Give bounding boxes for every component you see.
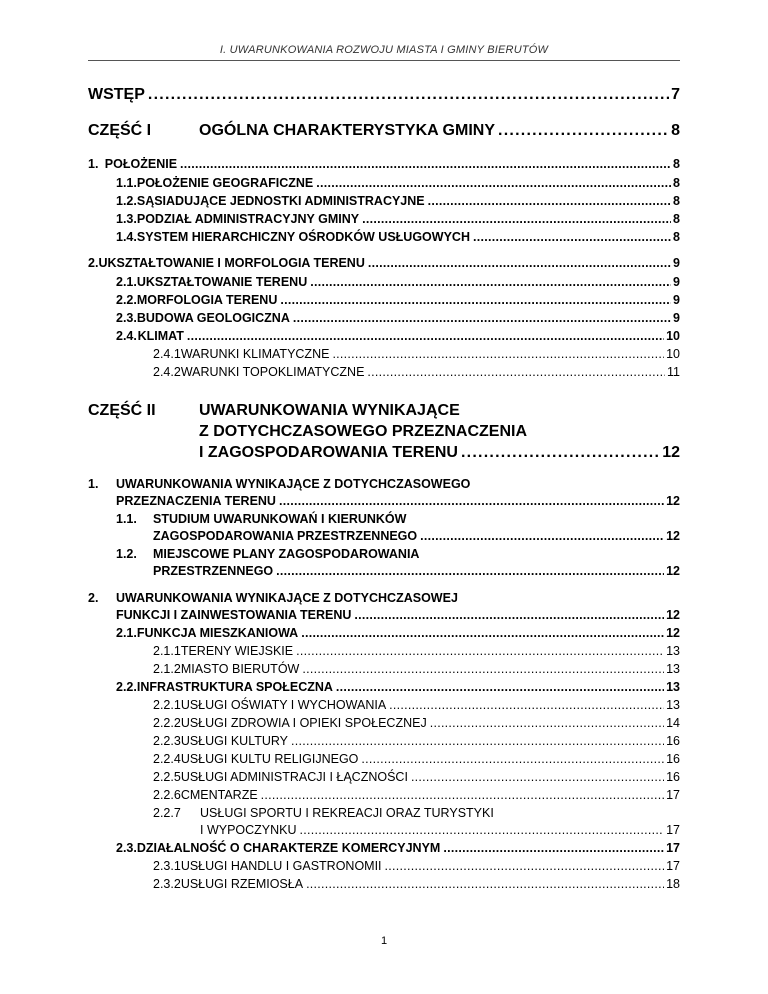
toc-entry-subsection[interactable] — [153, 529, 680, 543]
toc-title: SĄSIADUJĄCE JEDNOSTKI ADMINISTRACYJNE — [136, 194, 425, 208]
toc-number: 2.2.2 — [153, 716, 181, 730]
toc-entry-subsubsection[interactable] — [153, 662, 680, 676]
toc-leader — [261, 788, 664, 802]
toc-number: 2.2.7 — [153, 806, 181, 820]
toc-title: USŁUGI ADMINISTRACJI I ŁĄCZNOŚCI — [180, 770, 408, 784]
toc-title: DZIAŁALNOŚĆ O CHARAKTERZE KOMERCYJNYM — [136, 841, 441, 855]
toc-page: 16 — [666, 734, 680, 748]
toc-number: 2.2.5 — [153, 770, 181, 784]
toc-entry-subsection[interactable] — [116, 212, 680, 226]
toc-page: 11 — [667, 365, 680, 379]
toc-leader — [300, 823, 665, 837]
toc-page: 12 — [666, 564, 680, 578]
toc-entry-subsubsection[interactable] — [153, 788, 680, 802]
toc-leader — [362, 212, 671, 226]
toc-title: SYSTEM HIERARCHICZNY OŚRODKÓW USŁUGOWYCH — [136, 230, 470, 244]
toc-title: USŁUGI HANDLU I GASTRONOMII — [180, 859, 382, 873]
toc-leader — [302, 662, 664, 676]
toc-page: 8 — [673, 194, 680, 208]
toc-title: ZAGOSPODAROWANIA PRZESTRZENNEGO — [153, 529, 418, 543]
toc-entry-subsubsection[interactable] — [153, 859, 680, 873]
toc-entry-subsection[interactable] — [116, 194, 680, 208]
toc-entry-line — [153, 806, 494, 820]
toc-entry-subsubsection[interactable] — [153, 734, 680, 748]
toc-page: 10 — [666, 329, 680, 343]
toc-entry-subsection[interactable] — [116, 311, 680, 325]
toc-leader — [354, 608, 664, 622]
toc-entry-section[interactable] — [116, 608, 680, 622]
toc-entry-subsection[interactable] — [116, 329, 680, 343]
toc-number: 1.2. — [116, 547, 137, 561]
toc-number: 2.1. — [116, 626, 137, 640]
toc-entry-wstep[interactable] — [88, 86, 680, 104]
toc-entry-subsection[interactable] — [116, 176, 680, 190]
part-label: CZĘŚĆ I — [88, 122, 152, 139]
toc-leader — [187, 329, 664, 343]
toc-number: 2.2.3 — [153, 734, 181, 748]
toc-entry-subsection[interactable] — [116, 230, 680, 244]
toc-title: KLIMAT — [137, 329, 184, 343]
part-2-label: CZĘŚĆ II — [88, 402, 156, 419]
toc-title: INFRASTRUKTURA SPOŁECZNA — [136, 680, 333, 694]
toc-page: 12 — [666, 608, 680, 622]
toc-leader — [279, 494, 664, 508]
toc-number: 1. — [88, 157, 99, 171]
toc-entry-subsubsection[interactable] — [153, 644, 680, 658]
toc-page: 18 — [666, 877, 680, 891]
toc-title: WSTĘP — [88, 86, 145, 103]
toc-entry-line — [88, 477, 470, 491]
toc-page: 16 — [666, 752, 680, 766]
toc-entry-subsubsection[interactable] — [153, 347, 680, 361]
toc-title: USŁUGI OŚWIATY I WYCHOWANIA — [180, 698, 387, 712]
toc-number: 2. — [88, 256, 99, 270]
toc-entry-section[interactable] — [116, 494, 680, 508]
toc-title: UWARUNKOWANIA WYNIKAJĄCE Z DOTYCHCZASOWEJ — [116, 591, 458, 605]
toc-page: 8 — [671, 122, 680, 139]
toc-page: 13 — [666, 698, 680, 712]
running-header: I. UWARUNKOWANIA ROZWOJU MIASTA I GMINY BIERUTÓW — [219, 44, 549, 56]
toc-title: MIEJSCOWE PLANY ZAGOSPODAROWANIA — [153, 547, 420, 561]
toc-page: 16 — [666, 770, 680, 784]
toc-leader — [498, 122, 669, 140]
toc-leader — [420, 529, 664, 543]
toc-page: 8 — [673, 157, 680, 171]
toc-title: STUDIUM UWARUNKOWAŃ I KIERUNKÓW — [153, 512, 407, 526]
toc-leader — [291, 734, 664, 748]
toc-number: 2.3. — [116, 841, 137, 855]
toc-number: 1. — [88, 477, 99, 491]
toc-page: 12 — [666, 626, 680, 640]
toc-leader — [385, 859, 665, 873]
toc-entry-subsubsection[interactable] — [153, 716, 680, 730]
toc-leader — [148, 86, 669, 104]
part-2-title-line-1: UWARUNKOWANIA WYNIKAJĄCE — [199, 402, 460, 419]
toc-number: 2.2. — [116, 680, 137, 694]
toc-leader — [310, 275, 671, 289]
toc-number: 2.2. — [116, 293, 137, 307]
toc-leader — [430, 716, 664, 730]
toc-title: FUNKCJA MIESZKANIOWA — [136, 626, 299, 640]
toc-title: PODZIAŁ ADMINISTRACYJNY GMINY — [136, 212, 360, 226]
toc-page: 12 — [666, 529, 680, 543]
toc-page: 17 — [666, 788, 680, 802]
toc-page: 9 — [673, 311, 680, 325]
toc-title: FUNKCJI I ZAINWESTOWANIA TERENU — [116, 608, 352, 622]
toc-leader — [301, 626, 664, 640]
toc-entry-subsection[interactable] — [116, 626, 680, 640]
toc-entry-line — [116, 512, 406, 526]
toc-title: WARUNKI KLIMATYCZNE — [180, 347, 330, 361]
toc-page: 9 — [673, 293, 680, 307]
toc-entry-section[interactable] — [88, 157, 680, 171]
toc-title: UWARUNKOWANIA WYNIKAJĄCE Z DOTYCHCZASOWEGO — [116, 477, 471, 491]
toc-number: 2.3. — [116, 311, 137, 325]
toc-leader — [389, 698, 664, 712]
toc-leader — [296, 644, 664, 658]
part-2-title-line-2: Z DOTYCHCZASOWEGO PRZEZNACZENIA — [199, 423, 527, 440]
toc-leader — [316, 176, 671, 190]
toc-number: 2.3.2 — [153, 877, 181, 891]
toc-page: 14 — [666, 716, 680, 730]
toc-leader — [280, 293, 671, 307]
toc-leader — [367, 365, 665, 379]
toc-page: 17 — [666, 823, 680, 837]
toc-number: 1.4. — [116, 230, 137, 244]
toc-page: 9 — [673, 275, 680, 289]
toc-leader — [332, 347, 664, 361]
toc-leader — [276, 564, 664, 578]
toc-page: 7 — [671, 86, 680, 103]
toc-entry-subsubsection[interactable] — [153, 770, 680, 784]
toc-entry-subsection[interactable] — [116, 680, 680, 694]
toc-page: 8 — [673, 176, 680, 190]
toc-page: 12 — [662, 444, 680, 461]
toc-number: 2.2.1 — [153, 698, 181, 712]
toc-title: OGÓLNA CHARAKTERYSTYKA GMINY — [199, 122, 495, 139]
toc-title: CMENTARZE — [180, 788, 258, 802]
toc-page: 12 — [666, 494, 680, 508]
toc-entry-line — [116, 547, 419, 561]
toc-title: PRZEZNACZENIA TERENU — [116, 494, 276, 508]
toc-entry-section[interactable] — [88, 256, 680, 270]
toc-leader — [411, 770, 664, 784]
toc-title: MIASTO BIERUTÓW — [180, 662, 300, 676]
toc-number: 2.4. — [116, 329, 137, 343]
toc-entry-subsubsection[interactable] — [153, 877, 680, 891]
toc-page: 8 — [673, 230, 680, 244]
toc-title: WARUNKI TOPOKLIMATYCZNE — [180, 365, 365, 379]
toc-leader — [336, 680, 664, 694]
toc-number: 1.3. — [116, 212, 137, 226]
toc-leader — [306, 877, 664, 891]
toc-page: 8 — [673, 212, 680, 226]
toc-title: BUDOWA GEOLOGICZNA — [136, 311, 290, 325]
toc-title: USŁUGI KULTU RELIGIJNEGO — [180, 752, 359, 766]
toc-number: 2.2.4 — [153, 752, 181, 766]
page-number: 1 — [380, 935, 388, 947]
toc-leader — [368, 256, 671, 270]
toc-leader — [361, 752, 664, 766]
toc-number: 1.1. — [116, 176, 137, 190]
toc-entry-subsection[interactable] — [116, 275, 680, 289]
toc-leader — [443, 841, 664, 855]
toc-entry-subsection[interactable] — [153, 564, 680, 578]
toc-entry-subsubsection[interactable] — [153, 365, 680, 379]
toc-number: 2.1.2 — [153, 662, 181, 676]
toc-title: USŁUGI RZEMIOSŁA — [180, 877, 304, 891]
toc-number: 2. — [88, 591, 99, 605]
toc-title: POŁOŻENIE — [104, 157, 178, 171]
toc-number: 2.2.6 — [153, 788, 181, 802]
toc-number: 2.1. — [116, 275, 137, 289]
toc-page: 9 — [673, 256, 680, 270]
toc-leader — [428, 194, 671, 208]
toc-page: 17 — [666, 859, 680, 873]
toc-number: 1.2. — [116, 194, 137, 208]
toc-leader — [473, 230, 671, 244]
toc-page: 17 — [666, 841, 680, 855]
toc-entry-subsubsection[interactable] — [200, 823, 680, 837]
toc-number: 2.1.1 — [153, 644, 181, 658]
toc-title: USŁUGI ZDROWIA I OPIEKI SPOŁECZNEJ — [180, 716, 427, 730]
toc-title: UKSZTAŁTOWANIE TERENU — [136, 275, 308, 289]
toc-title: PRZESTRZENNEGO — [153, 564, 274, 578]
toc-number: 1.1. — [116, 512, 137, 526]
toc-entry-subsubsection[interactable] — [153, 752, 680, 766]
toc-number: 2.4.2 — [153, 365, 181, 379]
toc-entry-subsubsection[interactable] — [153, 698, 680, 712]
toc-leader — [180, 157, 671, 171]
toc-entry-part-1[interactable] — [88, 122, 680, 140]
toc-entry-subsection[interactable] — [116, 841, 680, 855]
toc-title: MORFOLOGIA TERENU — [136, 293, 278, 307]
toc-title: USŁUGI KULTURY — [180, 734, 289, 748]
toc-leader — [461, 444, 660, 462]
toc-title: I WYPOCZYNKU — [200, 823, 297, 837]
toc-number: 2.3.1 — [153, 859, 181, 873]
toc-entry-subsection[interactable] — [116, 293, 680, 307]
toc-title: TERENY WIEJSKIE — [180, 644, 294, 658]
toc-title: POŁOŻENIE GEOGRAFICZNE — [136, 176, 314, 190]
toc-leader — [293, 311, 671, 325]
toc-page: 13 — [666, 680, 680, 694]
toc-title: USŁUGI SPORTU I REKREACJI ORAZ TURYSTYKI — [200, 806, 494, 820]
toc-page: 13 — [666, 644, 680, 658]
toc-number: 2.4.1 — [153, 347, 181, 361]
toc-entry-line — [88, 591, 458, 605]
toc-page: 10 — [666, 347, 680, 361]
toc-entry-part-2[interactable] — [199, 444, 680, 462]
toc-page: 13 — [666, 662, 680, 676]
toc-title: I ZAGOSPODAROWANIA TERENU — [199, 444, 458, 461]
toc-title: UKSZTAŁTOWANIE I MORFOLOGIA TERENU — [98, 256, 365, 270]
